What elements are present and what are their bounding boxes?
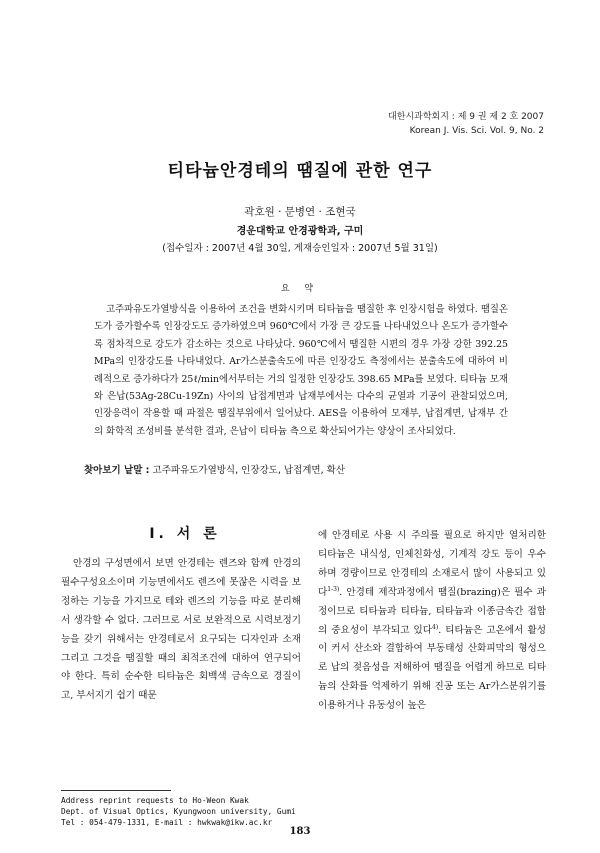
authors: 곽호원 · 문병연 · 조현국: [244, 206, 356, 218]
paper-title: 티타늄안경테의 땜질에 관한 연구: [167, 161, 433, 181]
journal-header-korean: 대한시과학회지 : 제 9 권 제 2 호 2007: [388, 112, 544, 122]
affiliation: 경운대학교 안경광학과, 구미: [236, 226, 364, 237]
footnote-line-2: Dept. of Visual Optics, Kyungwoon university, Gumi: [61, 807, 296, 816]
footnote-divider: [61, 790, 171, 791]
page-number: 183: [289, 826, 311, 837]
citation-1-3: 1-3): [327, 585, 340, 593]
section-heading-introduction: I. 서 론: [149, 526, 221, 542]
keywords-label: 찾아보기 낱말 :: [84, 465, 150, 476]
body-right-text-a: 에 안경테로 사용 시 주의를 필요로 하지만 열처리한 티타늄은 내식성, 인체친화성, 기계적 강도 등이 우수하며 경량이므로 안경테의 소재로서 많이 사용되고 있다: [318, 530, 546, 598]
footnote-line-1: Address reprint requests to Ho-Weon Kwak: [61, 796, 249, 805]
citation-4: 4): [432, 623, 439, 631]
body-right-column: [318, 527, 546, 716]
body-right-text-c: . 티타늄은 고온에서 활성이 커서 산소와 결합하여 부동태성 산화피막의 형성으로 납의 젖음성을 저해하여 땜질을 어렵게 하므로 티타늄의 산화를 억제하기 위해 진공 또는 Ar가스분위기를 이용하거나 유동성이 높은: [318, 624, 547, 712]
body-right-text-b: . 안경테 제작과정에서 땜질(brazing)은 필수 과정이므로 티타늄과 티타늄, 티타늄과 이종금속간 접합의 중요성이 부각되고 있다: [318, 586, 546, 636]
keywords-text: 고주파유도가열방식, 인장강도, 납접계면, 확산: [152, 465, 345, 476]
keywords: [84, 462, 514, 476]
journal-header: [388, 110, 544, 138]
abstract-heading: 요 약: [280, 284, 320, 294]
footnote: [61, 795, 321, 828]
body-left-column: 안경의 구성면에서 보면 안경테는 렌즈와 함께 안경의 필수구성요소이며 기능면에서도 렌즈에 못잖은 시력을 보정하는 기능을 가지므로 테와 렌즈의 기능을 따로 분리해서 생각할 수 없다. 그러므로 서로 보완적으로 시력보정기능을 갖기 위해서는 안경테로서 요구되는 디자인과 소재 그리고 그것을 땜질할 때의 최적조건에 대하여 연구되어야 한다. 특히 순수한 티타늄은 회백색 금속으로 경질이고, 부서지기 쉽기 때문: [61, 558, 301, 702]
submission-dates: (접수일자 : 2007년 4월 30일, 게재승인일자 : 2007년 5월 31일): [162, 243, 438, 254]
footnote-line-3: Tel : 054-479-1331, E-mail : hwkwak@ikw.ac.kr: [61, 818, 273, 827]
journal-header-english: Korean J. Vis. Sci. Vol. 9, No. 2: [409, 126, 544, 136]
abstract-text: 고주파유도가열방식을 이용하여 조건을 변화시키며 티타늄을 땜질한 후 인장시험을 하였다. 땜질온도가 증가할수록 인장강도도 증가하였으며 960℃에서 가장 큰 강도를 나타내었으나 온도가 증가할수록 점차적으로 강도가 감소하는 것으로 나타났다. 960℃에서 땜질한 시편의 경우 가장 강한 392.25 MPa의 인장강도를 나타내었다. Ar가스분출속도에 따른 인장강도 측정에서는 분출속도에 대하여 비례적으로 증가하다가 25ℓ/min에서부터는 거의 일정한 인장강도 398.65 MPa를 보였다. 티타늄 모재와 은납(53Ag-28Cu-19Zn) 사이의 납접계면과 납재부에서는 다수의 균열과 기공이 관찰되었으며, 인장응력이 작용할 때 파절은 땜질부위에서 일어났다. AES을 이용하여 모재부, 납접계면, 납재부 간의 화학적 조성비를 분석한 결과, 은납이 티타늄 측으로 확산되어가는 양상이 조사되었다.: [94, 304, 508, 437]
